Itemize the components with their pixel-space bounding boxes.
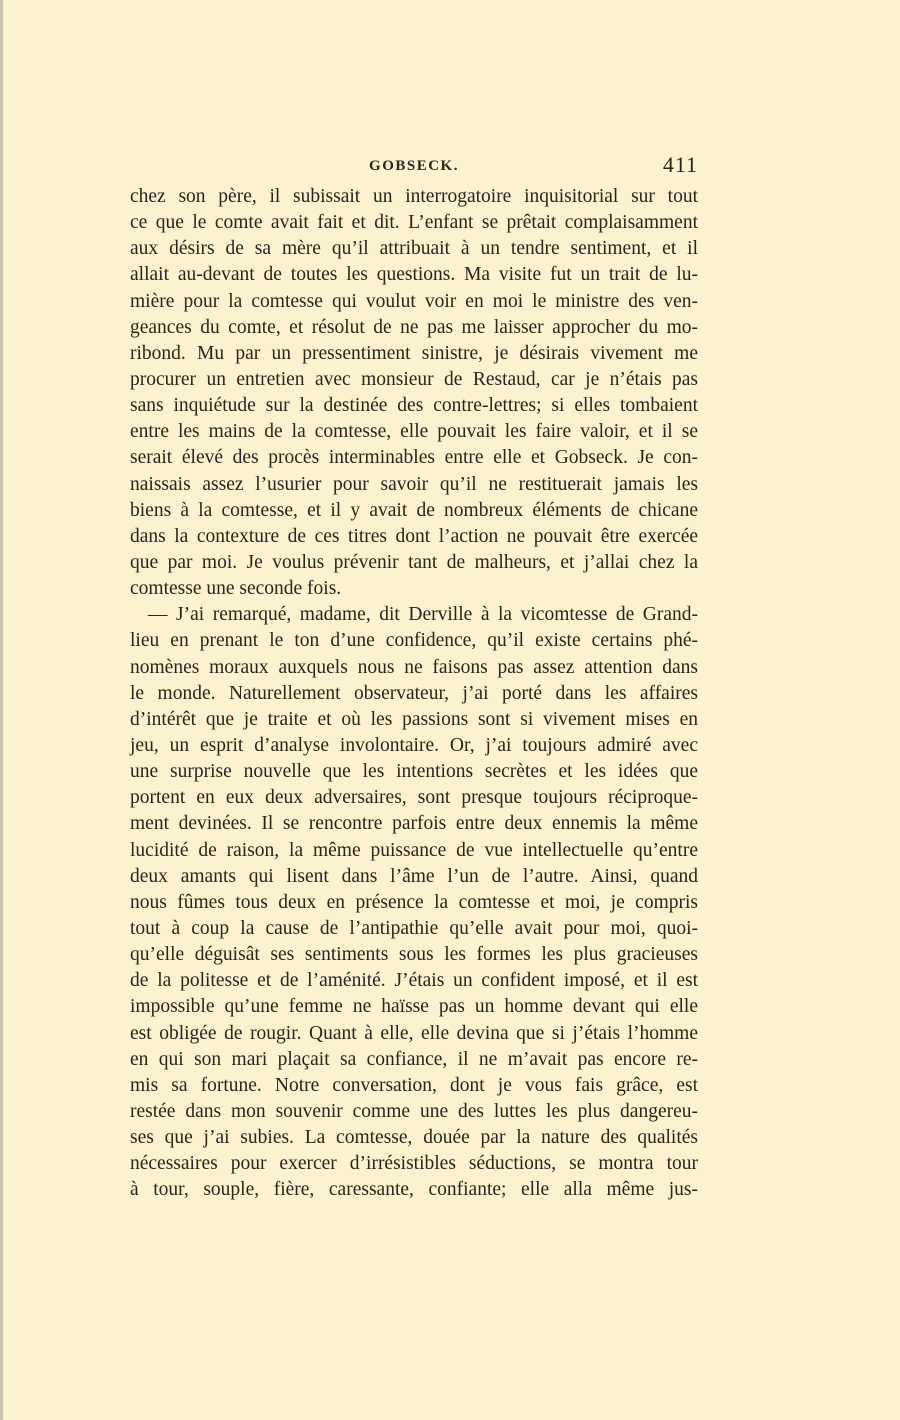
text-line: procurer un entretien avec monsieur de Restaud, car je n’étais pas xyxy=(130,368,698,390)
text-line: jeu, un esprit d’analyse involontaire. Or, j’ai toujours admiré avec xyxy=(130,734,698,756)
text-line: à tour, souple, fière, caressante, confiante; elle alla même jus- xyxy=(130,1179,698,1201)
text-line: ribond. Mu par un pressentiment sinistre, je désirais vivement me xyxy=(130,342,698,364)
text-line: lucidité de raison, la même puissance de vue intellectuelle qu’entre xyxy=(130,839,698,861)
text-line: tout à coup la cause de l’antipathie qu’elle avait pour moi, quoi- xyxy=(130,917,698,939)
text-line: nous fûmes tous deux en présence la comtesse et moi, je compris xyxy=(130,891,698,913)
running-title: GOBSECK. xyxy=(369,158,459,174)
text-line: de la politesse et de l’aménité. J’étais un confident imposé, et il est xyxy=(130,970,698,992)
text-line: mière pour la comtesse qui voulut voir en moi le ministre des ven- xyxy=(130,290,698,312)
text-line: ses que j’ai subies. La comtesse, douée par la nature des qualités xyxy=(130,1127,698,1149)
text-line: est obligée de rougir. Quant à elle, elle devina que si j’étais l’homme xyxy=(130,1022,698,1044)
text-line: une surprise nouvelle que les intentions secrètes et les idées que xyxy=(130,761,698,783)
page-edge xyxy=(0,0,3,1420)
paragraph xyxy=(130,602,698,1203)
page-number: 411 xyxy=(662,152,698,177)
paragraph xyxy=(130,184,698,602)
text-line: nécessaires pour exercer d’irrésistibles séductions, se montra tour xyxy=(130,1153,698,1175)
text-line: naissais assez l’usurier pour savoir qu’il ne restituerait jamais les xyxy=(130,473,698,495)
body-text xyxy=(130,184,698,1203)
text-line: allait au-devant de toutes les questions. Ma visite fut un trait de lu- xyxy=(130,264,698,286)
text-line: chez son père, il subissait un interrogatoire inquisitorial sur tout xyxy=(130,186,698,207)
text-line: impossible qu’une femme ne haïsse pas un homme devant qui elle xyxy=(130,996,698,1018)
text-line: dans la contexture de ces titres dont l’action ne pouvait être exercée xyxy=(130,525,698,547)
text-line: en qui son mari plaçait sa confiance, il ne m’avait pas encore re- xyxy=(130,1048,698,1070)
text-line: sans inquiétude sur la destinée des contre-lettres; si elles tombaient xyxy=(130,395,698,417)
text-line: d’intérêt que je traite et où les passions sont si vivement mises en xyxy=(130,708,698,730)
page-header xyxy=(130,152,698,182)
text-line: deux amants qui lisent dans l’âme l’un de l’autre. Ainsi, quand xyxy=(130,865,698,887)
text-line: serait élevé des procès interminables entre elle et Gobseck. Je con- xyxy=(130,447,698,469)
text-line: ce que le comte avait fait et dit. L’enfant se prêtait complaisamment xyxy=(130,212,698,234)
text-line: portent en eux deux adversaires, sont presque toujours réciproque- xyxy=(130,787,698,809)
text-line: nomènes moraux auxquels nous ne faisons pas assez attention dans xyxy=(130,656,698,678)
text-line: geances du comte, et résolut de ne pas me laisser approcher du mo- xyxy=(130,316,698,338)
text-line: qu’elle déguisât ses sentiments sous les formes les plus gracieuses xyxy=(130,944,698,966)
text-line: lieu en prenant le ton d’une confidence, qu’il existe certains phé- xyxy=(130,630,698,652)
text-line: ment devinées. Il se rencontre parfois entre deux ennemis la même xyxy=(130,813,698,835)
text-line: mis sa fortune. Notre conversation, dont je vous fais grâce, est xyxy=(130,1074,698,1096)
text-line: comtesse une seconde fois. xyxy=(130,578,342,600)
text-line: restée dans mon souvenir comme une des luttes les plus dangereu- xyxy=(130,1100,698,1122)
text-line: que par moi. Je voulus prévenir tant de malheurs, et j’allai chez la xyxy=(130,551,698,573)
text-line: — J’ai remarqué, madame, dit Derville à la vicomtesse de Grand- xyxy=(148,604,698,626)
text-line: le monde. Naturellement observateur, j’ai porté dans les affaires xyxy=(130,682,698,704)
text-line: entre les mains de la comtesse, elle pouvait les faire valoir, et il se xyxy=(130,421,698,443)
text-line: biens à la comtesse, et il y avait de nombreux éléments de chicane xyxy=(130,499,698,521)
text-line: aux désirs de sa mère qu’il attribuait à un tendre sentiment, et il xyxy=(130,238,698,260)
